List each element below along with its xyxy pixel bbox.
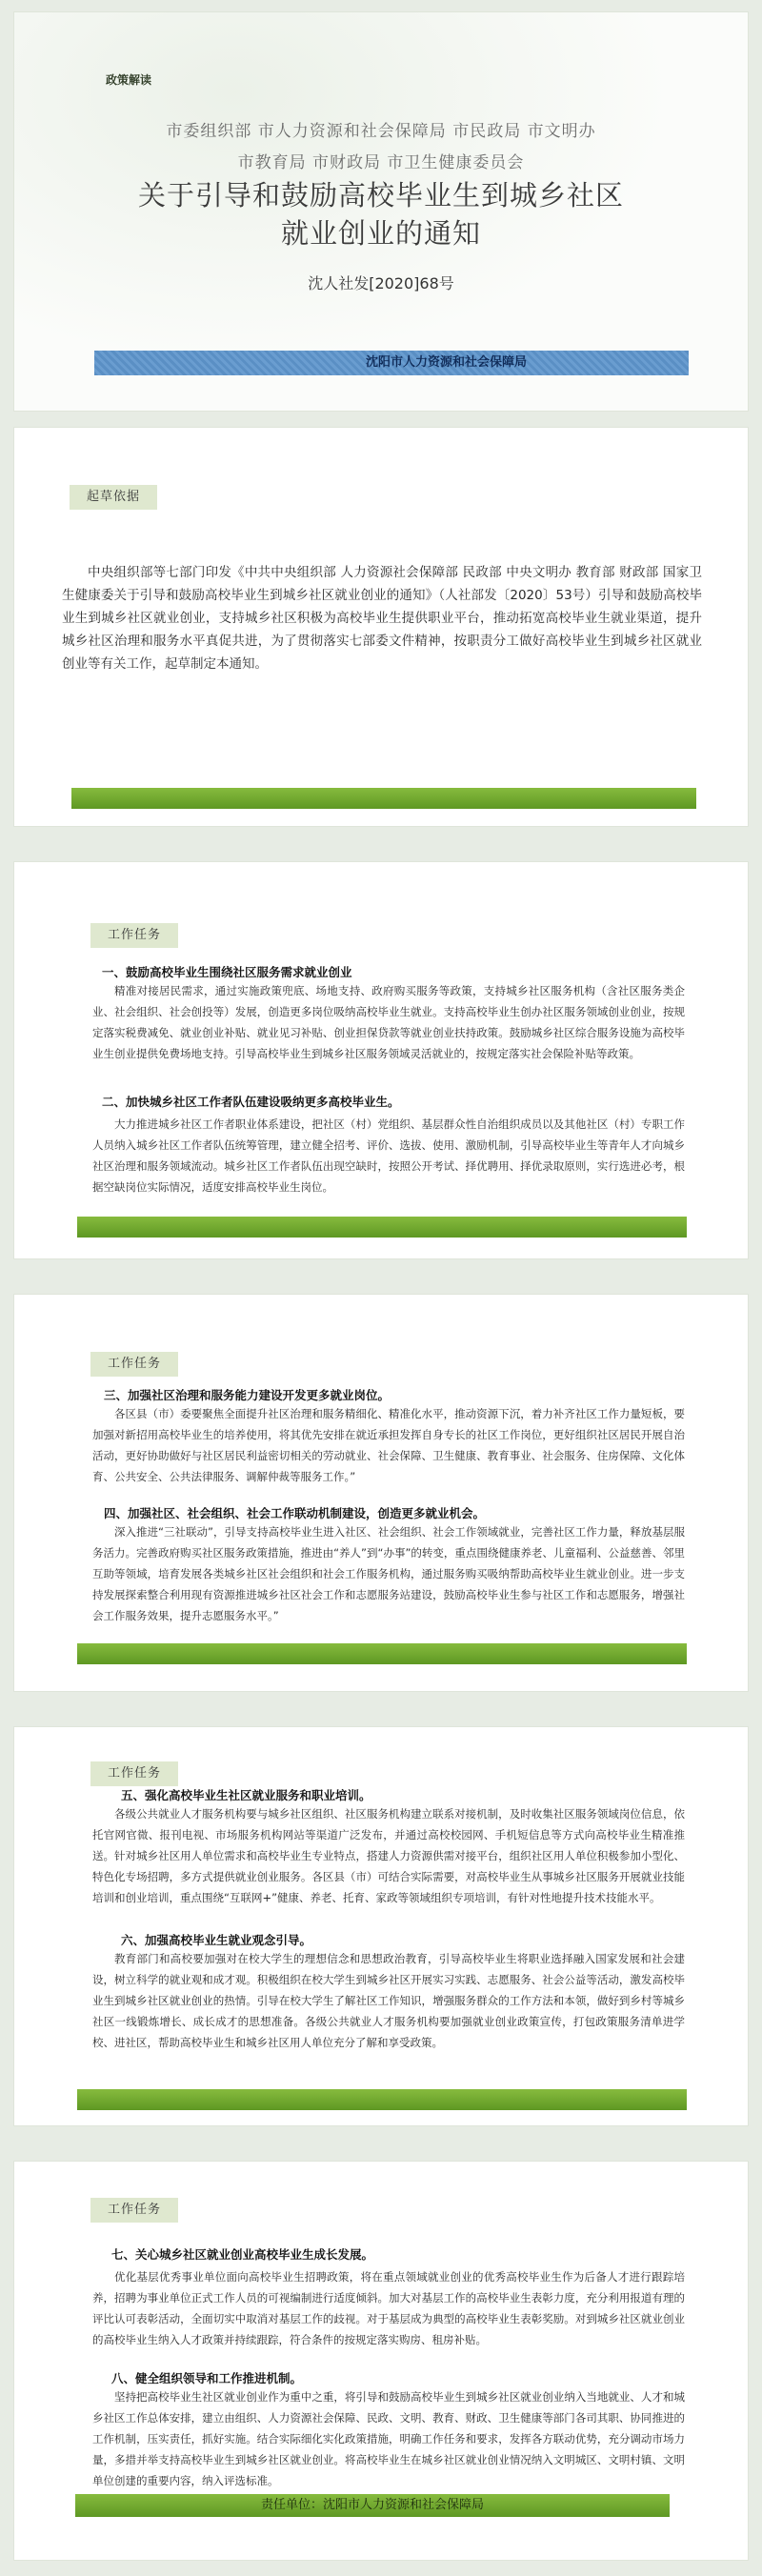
issuer-banner: 沈阳市人力资源和社会保障局 — [94, 351, 689, 375]
agencies-line-2: 市教育局 市财政局 市卫生健康委员会 — [237, 153, 525, 172]
policy-interpretation-label: 政策解读 — [106, 73, 152, 87]
task-heading-4: 四、加强社区、社会组织、社会工作联动机制建设，创造更多就业机会。 — [104, 1506, 486, 1520]
task-heading-5: 五、强化高校毕业生社区就业服务和职业培训。 — [121, 1788, 371, 1802]
basis-tag: 起草依据 — [70, 485, 157, 510]
task-text-1: 精准对接居民需求，通过实施政策兜底、场地支持、政府购买服务等政策，支持城乡社区服务机构（含社区服务类企业、社会组织、社会创投等）发展，创造更多岗位吸纳高校毕业生就业。支持高校毕业生创办社区服务领域创业创业，按规定落实税费减免、就业创业补贴、就业见习补贴、创业担保贷款等就业创业扶持政策。鼓励城乡社区综合服务设施为高校毕业生创业提供免费场地支持。引导高校毕业生到城乡社区服务领域灵活就业的，按规定落实社会保险补贴等政策。 — [92, 984, 685, 1060]
divider-bar — [77, 1217, 687, 1238]
task-text-8: 坚持把高校毕业生社区就业创业作为重中之重，将引导和鼓励高校毕业生到城乡社区就业创业纳入当地就业、人才和城乡社区工作总体安排，建立由组织、人力资源社会保障、民政、文明、教育、财政、卫生健康等部门各司其职、协同推进的工作机制，压实责任，抓好实施。结合实际细化实化政策措施，明确工作任务和要求，发挥各方联动优势，充分调动市场力量，多措并举支持高校毕业生到城乡社区就业创业。将高校毕业生在城乡社区就业创业情况纳入文明城区、文明村镇、文明单位创建的重要内容，纳入评选标准。 — [92, 2390, 685, 2487]
task-text-5: 各级公共就业人才服务机构要与城乡社区组织、社区服务机构建立联系对接机制，及时收集社区服务领域岗位信息，依托官网官微、报刊电视、市场服务机构网站等渠道广泛发布，并通过高校校园网、手机短信息等方式向高校毕业生精准推送。针对城乡社区用人单位需求和高校毕业生专业特点，搭建人力资源供需对接平台，组织社区用人单位积极参加小型化、特色化专场招聘，多方式提供就业创业服务。各区县（市）可结合实际需要，对高校毕业生从事城乡社区服务开展就业技能培训和创业培训，重点围绕“互联网+”健康、养老、托育、家政等领域组织专项培训，有针对性地提升技术技能水平。 — [92, 1807, 685, 1904]
tasks-card-2 — [13, 1294, 749, 1692]
tasks-card-3 — [13, 1726, 749, 2126]
task-text-4: 深入推进“三社联动”，引导支持高校毕业生进入社区、社会组织、社会工作领域就业，完善社区工作力量，释放基层服务活力。完善政府购买社区服务政策措施，推进由“养人”到“办事”的转变，重点围绕健康养老、儿童福利、公益慈善、邻里互助等领域，培育发展各类城乡社区社会组织和社会工作服务机构，通过服务购买吸纳帮助高校毕业生就业创业。进一步支持发展探索整合利用现有资源推进城乡社区社会工作和志愿服务站建设，鼓励高校毕业生参与社区工作和志愿服务，增强社会工作服务效果，提升志愿服务水平。” — [92, 1525, 685, 1622]
agencies-line-1: 市委组织部 市人力资源和社会保障局 市民政局 市文明办 — [166, 122, 596, 141]
task-heading-8: 八、健全组织领导和工作推进机制。 — [111, 2371, 303, 2385]
tasks-tag: 工作任务 — [90, 2198, 178, 2223]
task-heading-6: 六、加强高校毕业生就业观念引导。 — [121, 1933, 312, 1947]
basis-text: 中央组织部等七部门印发《中共中央组织部 人力资源社会保障部 民政部 中央文明办 教育部 财政部 国家卫生健康委关于引导和鼓励高校毕业生到城乡社区就业创业的通知》（人社部发〔2020〕53号）引导和鼓励高校毕业生到城乡社区就业创业，支持城乡社区积极为高校毕业生提供职业平台，推动拓宽高校毕业生就业渠道，提升城乡社区治理和服务水平真促共进，为了贯彻落实七部委文件精神，按职责分工做好高校毕业生到城乡社区就业创业等有关工作，起草制定本通知。 — [62, 565, 702, 672]
tasks-card-1 — [13, 861, 749, 1259]
title-line-2: 就业创业的通知 — [280, 217, 481, 250]
task-text-6: 教育部门和高校要加强对在校大学生的理想信念和思想政治教育，引导高校毕业生将职业选择融入国家发展和社会建设，树立科学的就业观和成才观。积极组织在校大学生到城乡社区开展实习实践、志愿服务、社会公益等活动，激发高校毕业生到城乡社区就业创业的热情。引导在校大学生了解社区工作知识，增强服务群众的工作方法和本领，做好到乡村等城乡社区一线锻炼增长、成长成才的思想准备。各级公共就业人才服务机构要加强就业创业政策宣传，打包政策服务清单进学校、进社区，帮助高校毕业生和城乡社区用人单位充分了解和享受政策。 — [92, 1952, 685, 2049]
header-card — [13, 11, 749, 412]
task-text-3: 各区县（市）委要聚焦全面提升社区治理和服务精细化、精准化水平，推动资源下沉，着力补齐社区工作力量短板，要加强对新招用高校毕业生的培养使用，将其优先安排在就近承担发挥自身专长的社区工作岗位，更好组织社区居民开展自治活动，更好协助做好与社区居民利益密切相关的劳动就业、社会保障、卫生健康、教育事业、社会服务、住房保障、文化体育、公共安全、公共法律服务、调解仲裁等服务工作。” — [92, 1407, 685, 1483]
task-heading-3: 三、加强社区治理和服务能力建设开发更多就业岗位。 — [104, 1388, 391, 1402]
task-heading-1: 一、鼓励高校毕业生围绕社区服务需求就业创业 — [102, 965, 352, 979]
document-number: 沈人社发[2020]68号 — [308, 274, 454, 292]
task-text-7: 优化基层优秀事业单位面向高校毕业生招聘政策，将在重点领域就业创业的优秀高校毕业生作为后备人才进行跟踪培养，招聘为事业单位正式工作人员的可视编制进行适度倾斜。加大对基层工作的高校毕业生表彰力度，充分利用报道有理的评比认可表彰活动，全面切实中取消对基层工作的歧视。对于基层成为典型的高校毕业生表彰奖励。对到城乡社区就业创业的高校毕业生纳入人才政策并持续跟踪，符合条件的按规定落实购房、租房补贴。 — [92, 2270, 685, 2346]
responsible-unit-bar: 责任单位：沈阳市人力资源和社会保障局 — [75, 2494, 670, 2517]
task-heading-2: 二、加快城乡社区工作者队伍建设吸纳更多高校毕业生。 — [102, 1095, 400, 1109]
task-heading-7: 七、关心城乡社区就业创业高校毕业生成长发展。 — [111, 2247, 374, 2262]
tasks-tag: 工作任务 — [90, 1761, 178, 1786]
basis-card — [13, 427, 749, 827]
divider-bar — [77, 2089, 687, 2110]
tasks-tag: 工作任务 — [90, 1352, 178, 1377]
task-text-2: 大力推进城乡社区工作者职业体系建设，把社区（村）党组织、基层群众性自治组织成员以及其他社区（村）专职工作人员纳入城乡社区工作者队伍统筹管理，建立健全招考、评价、选拔、使用、激励机制，引导高校毕业生等青年人才向城乡社区治理和服务领域流动。城乡社区工作者队伍出现空缺时，按照公开考试、择优聘用、择优录取原则，实行选进必考，根据空缺岗位实际情况，适度安排高校毕业生岗位。 — [92, 1117, 685, 1194]
title-line-1: 关于引导和鼓励高校毕业生到城乡社区 — [137, 179, 624, 211]
divider-bar — [71, 788, 696, 809]
divider-bar — [77, 1643, 687, 1664]
tasks-tag: 工作任务 — [90, 923, 178, 948]
